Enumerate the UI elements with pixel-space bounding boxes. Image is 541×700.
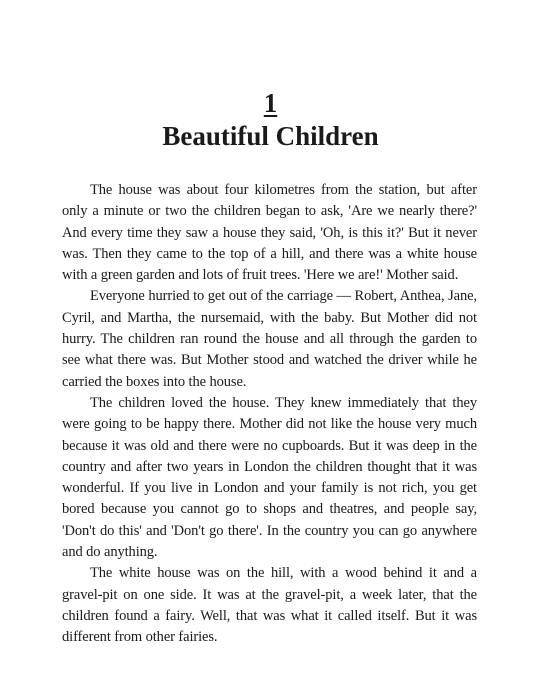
chapter-title: Beautiful Children <box>162 121 379 151</box>
chapter-number: 1 <box>263 88 278 118</box>
paragraph-1: The house was about four kilometres from the station, but after only a minute or two the children began to ask, 'Are we nearly there?' And every time they saw a house they said, 'Oh, is this it?' But it never was. Then they came to the top of a hill, and there was a white house with a green garden and lots of fruit trees. 'Here we are!' Mother said. <box>62 182 477 284</box>
paragraph-4: The white house was on the hill, with a wood behind it and a gravel-pit on one side. It was at the gravel-pit, a week later, that the children found a fairy. Well, that was what it called itself. But it was different from other fairies. <box>62 565 477 646</box>
chapter-body <box>62 180 477 649</box>
paragraph-2: Everyone hurried to get out of the carriage — Robert, Anthea, Jane, Cyril, and Martha, the nursemaid, with the baby. But Mother did not hurry. The children ran round the house and all through the garden to see what there was. But Mother stood and watched the driver while he carried the boxes into the house. <box>62 288 477 390</box>
paragraph-3: The children loved the house. They knew immediately that they were going to be happy there. Mother did not like the house very much because it was old and there were no cupboards. But it was deep in the country and after two years in London the children thought that it was wonderful. If you live in London and your family is not rich, you get bored because you cannot go to shops and theatres, and people say, 'Don't do this' and 'Don't go there'. In the country you can go anywhere and do anything. <box>62 394 477 561</box>
